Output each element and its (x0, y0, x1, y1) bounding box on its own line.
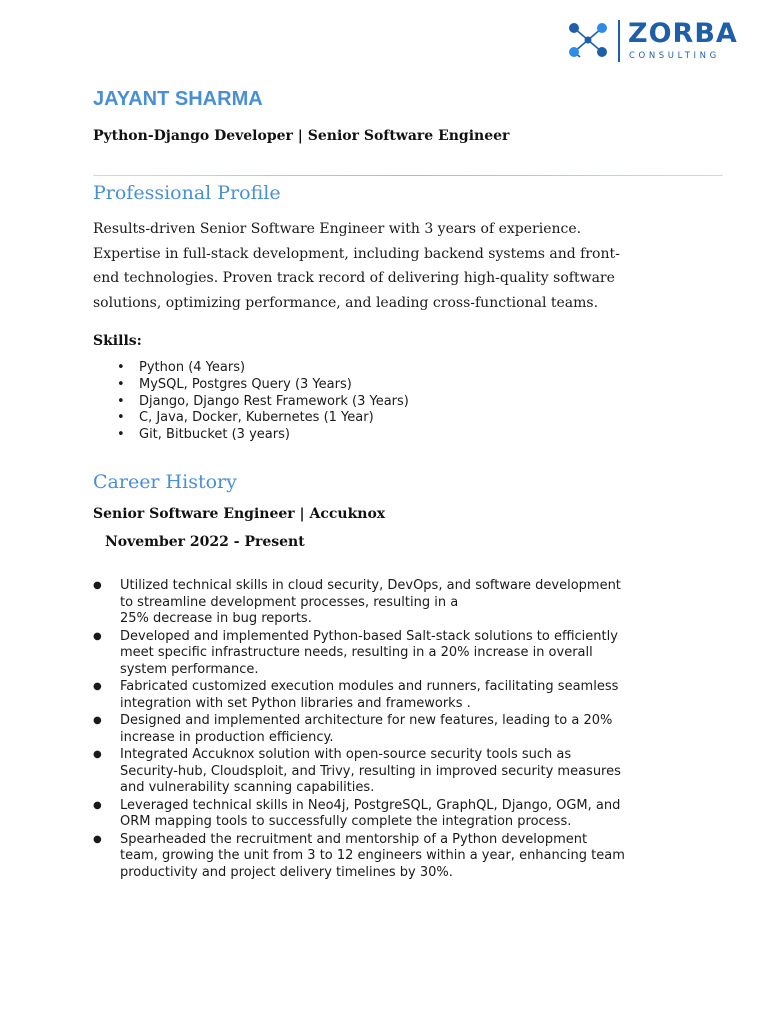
achievement-line: ● Developed and implemented Python-based Salt-stack solutions to efficiently (120, 628, 618, 644)
achievement-line: integration with set Python libraries and frameworks . (120, 695, 471, 711)
profile-line: end technologies. Proven track record of delivering high-quality software (93, 270, 615, 286)
achievement-line: and vulnerability scanning capabilities. (120, 780, 375, 795)
achievement-line: Security-hub, Cloudsploit, and Trivy, resulting in improved security measures (120, 763, 621, 779)
logo-divider (618, 20, 620, 62)
skill-item: • MySQL, Postgres Query (3 Years) (115, 377, 409, 394)
achievement-line: ● Fabricated customized execution modules and runners, facilitating seamless (120, 679, 619, 694)
job-role: Senior Software Engineer | Accuknox (93, 506, 386, 522)
skill-item: • Git, Bitbucket (3 years) (115, 427, 409, 444)
skills-heading: Skills: (93, 333, 142, 349)
header-divider (93, 175, 723, 176)
achievement-line: team, growing the unit from 3 to 12 engineers within a year, enhancing team (120, 848, 625, 863)
candidate-name: JAYANT SHARMA (93, 88, 263, 110)
achievement-item (93, 578, 625, 628)
achievement-line: ORM mapping tools to successfully complete the integration process. (120, 814, 572, 829)
achievement-line: ● Utilized technical skills in cloud security, DevOps, and software development (120, 578, 621, 593)
achievement-line: increase in production efficiency. (120, 729, 334, 745)
achievement-line: ● Designed and implemented architecture for new features, leading to a 20% (120, 713, 613, 728)
profile-line: Results-driven Senior Software Engineer with 3 years of experience. (93, 221, 582, 237)
achievement-item (93, 629, 625, 679)
molecule-icon (565, 20, 611, 60)
skill-item: • Django, Django Rest Framework (3 Years) (115, 394, 409, 411)
logo-subtitle: CONSULTING (629, 51, 720, 61)
achievement-line: system performance. (120, 661, 259, 677)
achievement-item (93, 713, 625, 746)
achievement-line: ● Spearheaded the recruitment and mentorship of a Python development (120, 831, 588, 847)
logo-brand: ZORBA (628, 18, 738, 49)
achievement-line: to streamline development processes, resulting in a (120, 594, 459, 610)
achievement-item (93, 832, 625, 882)
profile-line: Expertise in full-stack development, including backend systems and front- (93, 245, 620, 262)
job-dates: November 2022 - Present (105, 534, 305, 550)
achievement-item (93, 679, 625, 712)
achievement-item (93, 747, 625, 797)
job-achievements-list (93, 578, 625, 882)
profile-heading: Professional Profile (93, 182, 281, 204)
company-logo (565, 18, 745, 63)
achievement-line: ● Integrated Accuknox solution with open-source security tools such as (120, 747, 572, 762)
candidate-title: Python-Django Developer | Senior Software Engineer (93, 128, 510, 144)
achievement-line: 25% decrease in bug reports. (120, 611, 312, 626)
skill-item: • Python (4 Years) (115, 360, 409, 377)
achievement-item (93, 798, 625, 831)
achievement-line: ● Leveraged technical skills in Neo4j, PostgreSQL, GraphQL, Django, OGM, and (120, 797, 621, 813)
skill-item: • C, Java, Docker, Kubernetes (1 Year) (115, 410, 409, 427)
profile-line: solutions, optimizing performance, and leading cross-functional teams. (93, 294, 599, 311)
achievement-line: productivity and project delivery timelines by 30%. (120, 864, 453, 880)
profile-summary (93, 217, 683, 315)
skills-list (115, 360, 409, 444)
achievement-line: meet specific infrastructure needs, resulting in a 20% increase in overall (120, 645, 593, 660)
career-heading: Career History (93, 471, 237, 493)
